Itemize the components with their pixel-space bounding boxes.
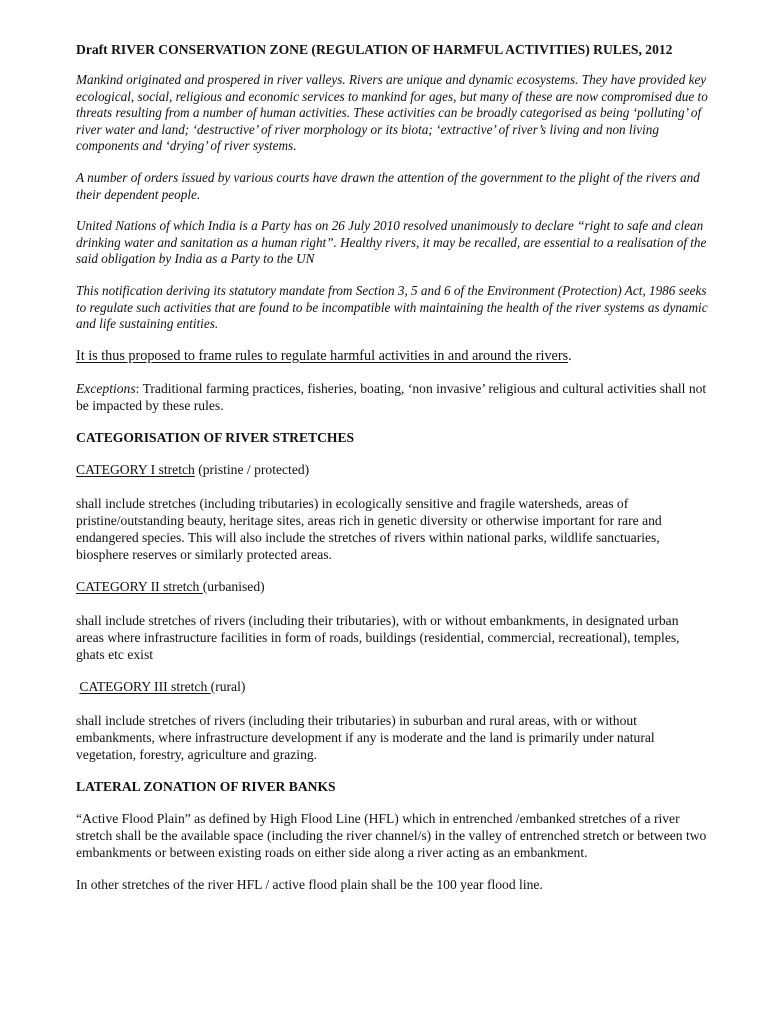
section-heading-categorisation: CATEGORISATION OF RIVER STRETCHES bbox=[76, 429, 355, 445]
category-2-heading bbox=[76, 578, 708, 595]
category-1-desc: (pristine / protected) bbox=[194, 461, 310, 477]
section-heading-lateral-zonation: LATERAL ZONATION OF RIVER BANKS bbox=[76, 778, 336, 794]
intro-paragraph-3: United Nations of which India is a Party has on 26 July 2010 resolved unanimously to declare “right to safe and clean drinking water and sanitation as a human right”. Healthy rivers, it may be recalled, are essential to a realisation of the said obligation by India as a Party to the UN bbox=[76, 218, 707, 267]
exceptions-text: : Traditional farming practices, fisheries, boating, ‘non invasive’ religious and cultural activities shall not be impacted by these rules. bbox=[76, 380, 707, 413]
category-1-heading bbox=[76, 461, 708, 478]
proposal-text: It is thus proposed to frame rules to regulate harmful activities in and around the rivers bbox=[76, 347, 569, 364]
category-3-heading bbox=[76, 678, 708, 695]
document-title: Draft RIVER CONSERVATION ZONE (REGULATION OF HARMFUL ACTIVITIES) RULES, 2012 bbox=[76, 42, 673, 57]
flood-plain-definition: “Active Flood Plain” as defined by High Flood Line (HFL) which in entrenched /embanked stretches of a river stretch shall be the available space (including the river channel/s) in the valley of entrenched stretch or between two embankments or between existing roads on either side along a river acting as an embankment. bbox=[76, 810, 707, 860]
category-1-label: CATEGORY I stretch bbox=[76, 461, 195, 477]
proposal-period: . bbox=[568, 347, 572, 364]
category-3-text: shall include stretches of rivers (including their tributaries) in suburban and rural areas, with or without embankments, where infrastructure development if any is moderate and the land is primarily under natural vegetation, forestry, agriculture and grazing. bbox=[76, 712, 655, 762]
flood-line-text: In other stretches of the river HFL / active flood plain shall be the 100 year flood line. bbox=[76, 876, 543, 892]
intro-paragraph-1: Mankind originated and prospered in river valleys. Rivers are unique and dynamic ecosystems. They have provided key ecological, social, religious and economic services to mankind for ages, but many of these are now compromised due to threats resulting from a number of human activities. These activities can be broadly categorised as being ‘polluting’ of river water and land; ‘destructive’ of river morphology or its biota; ‘extractive’ of river’s living and non living components and ‘drying’ of river systems. bbox=[76, 72, 708, 154]
category-2-label: CATEGORY II stretch bbox=[76, 578, 203, 594]
category-3-label: CATEGORY III stretch bbox=[79, 678, 211, 694]
category-1-text: shall include stretches (including tributaries) in ecologically sensitive and fragile watersheds, areas of pristine/outstanding beauty, heritage sites, areas rich in genetic diversity or otherwise important for rare and endangered species. This will also include the stretches of rivers within national parks, wildlife sanctuaries, biosphere reserves or similarly protected areas. bbox=[76, 495, 662, 562]
exceptions-label: Exceptions bbox=[76, 380, 136, 396]
proposal-statement bbox=[76, 348, 708, 365]
category-2-desc: (urbanised) bbox=[202, 578, 265, 594]
intro-paragraph-4: This notification deriving its statutory mandate from Section 3, 5 and 6 of the Environment (Protection) Act, 1986 seeks to regulate such activities that are found to be incompatible with maintaining the health of the river systems as dynamic and life sustaining entities. bbox=[76, 282, 708, 332]
exceptions-paragraph bbox=[76, 380, 708, 414]
category-2-text: shall include stretches of rivers (including their tributaries), with or without embankments, in designated urban areas where infrastructure facilities in form of roads, buildings (residential, commercial, recreational), temples, ghats etc exist bbox=[76, 612, 680, 662]
category-3-desc: (rural) bbox=[210, 678, 246, 694]
intro-paragraph-2: A number of orders issued by various courts have drawn the attention of the government to the plight of the rivers and their dependent people. bbox=[76, 169, 700, 202]
